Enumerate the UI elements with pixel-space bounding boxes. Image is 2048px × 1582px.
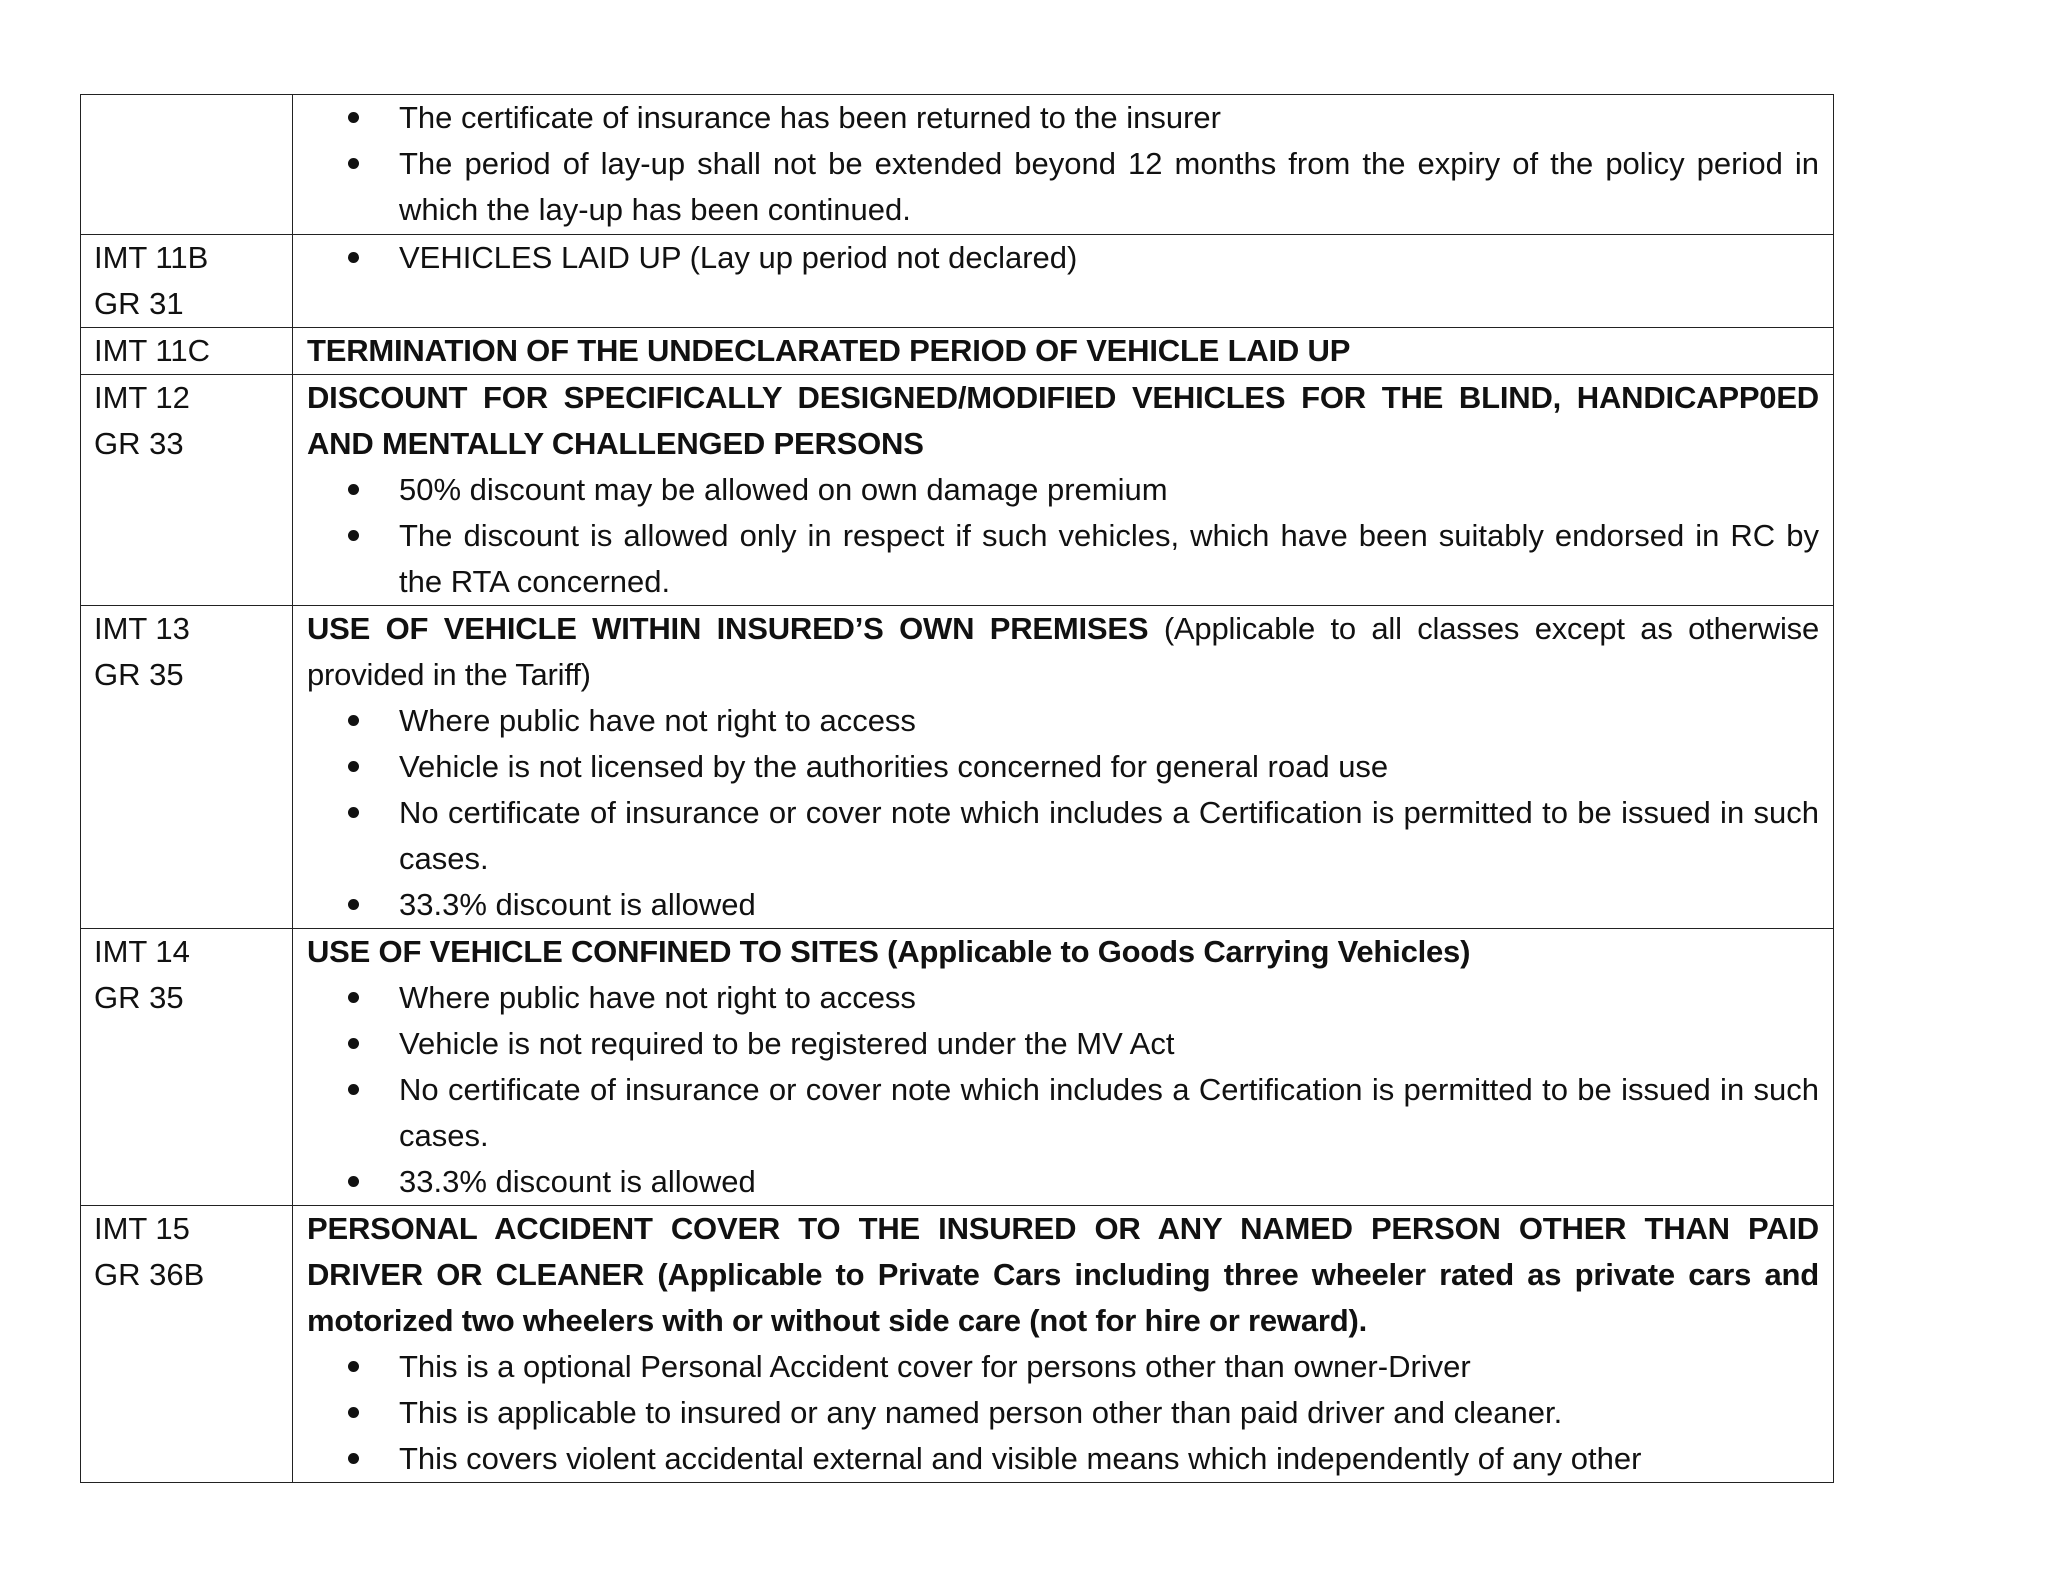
clause-heading-bold: USE OF VEHICLE CONFINED TO SITES (Applicable to Goods Carrying Vehicles) [307,934,1471,969]
bullet-item [399,95,1819,141]
bullet-item [399,744,1819,790]
table-row [81,606,1834,929]
bullet-text: The discount is allowed only in respect if such vehicles, which have been suitably endorsed in RC by the RTA concerned. [399,518,1819,599]
bullet-item [399,882,1819,928]
bullet-item [399,235,1819,281]
bullet-item [399,698,1819,744]
bullet-dot-icon [348,807,359,818]
bullet-text: No certificate of insurance or cover note which includes a Certification is permitted to be issued in such cases. [399,795,1819,876]
clause-description-cell [293,235,1834,328]
bullet-item [399,1159,1819,1205]
bullet-item [399,1344,1819,1390]
bullet-list [307,95,1819,233]
table-row [81,1206,1834,1483]
clause-heading-bold: PERSONAL ACCIDENT COVER TO THE INSURED OR ANY NAMED PERSON OTHER THAN PAID DRIVER OR CLEANER (Applicable to Private Cars including three wheeler rated as private cars and motorized two wheelers with or without side care (not for hire or reward). [307,1211,1819,1338]
bullet-dot-icon [348,1361,359,1372]
clause-code: IMT 12 [94,380,190,415]
bullet-dot-icon [348,530,359,541]
clause-heading [307,1206,1819,1344]
clause-heading-note: (Applicable to all classes except as otherwise provided in the Tariff) [307,611,1819,692]
bullet-text: Where public have not right to access [399,980,916,1015]
bullet-text: The certificate of insurance has been returned to the insurer [399,100,1221,135]
bullet-dot-icon [348,1084,359,1095]
bullet-dot-icon [348,252,359,263]
clause-code: GR 33 [94,426,184,461]
table-row [81,95,1834,235]
bullet-text: No certificate of insurance or cover note which includes a Certification is permitted to be issued in such cases. [399,1072,1819,1153]
clause-code-cell [81,929,293,1206]
bullet-item [399,513,1819,605]
bullet-dot-icon [348,715,359,726]
clause-code-cell [81,95,293,235]
bullet-dot-icon [348,761,359,772]
bullet-item [399,141,1819,233]
clause-description-cell [293,929,1834,1206]
table-body [81,95,1834,1483]
clause-heading-bold: TERMINATION OF THE UNDECLARATED PERIOD OF VEHICLE LAID UP [307,333,1351,368]
bullet-item [399,790,1819,882]
clause-description-cell [293,95,1834,235]
bullet-dot-icon [348,484,359,495]
bullet-text: VEHICLES LAID UP (Lay up period not declared) [399,240,1078,275]
bullet-item [399,467,1819,513]
table-row [81,375,1834,606]
bullet-item [399,975,1819,1021]
bullet-item [399,1436,1819,1482]
bullet-text: 50% discount may be allowed on own damage premium [399,472,1168,507]
bullet-text: The period of lay-up shall not be extended beyond 12 months from the expiry of the policy period in which the lay-up has been continued. [399,146,1819,227]
clause-code: GR 36B [94,1257,205,1292]
bullet-dot-icon [348,1453,359,1464]
clause-code-cell [81,328,293,375]
clause-code: GR 35 [94,980,184,1015]
clause-description-cell [293,328,1834,375]
clause-code: IMT 11C [94,333,210,368]
bullet-list [307,698,1819,928]
clause-heading [307,375,1819,467]
clause-code-cell [81,235,293,328]
table-row [81,235,1834,328]
table-row [81,929,1834,1206]
clause-heading [307,328,1819,374]
bullet-text: Vehicle is not required to be registered under the MV Act [399,1026,1175,1061]
clause-heading-bold: USE OF VEHICLE WITHIN INSURED’S OWN PREMISES [307,611,1149,646]
bullet-text: Vehicle is not licensed by the authorities concerned for general road use [399,749,1389,784]
clause-description-cell [293,606,1834,929]
bullet-text: This covers violent accidental external and visible means which independently of any other [399,1441,1642,1476]
bullet-list [307,1344,1819,1482]
clause-description-cell [293,375,1834,606]
clause-code-cell [81,1206,293,1483]
clause-code: IMT 11B [94,240,209,275]
bullet-dot-icon [348,112,359,123]
bullet-text: This is applicable to insured or any named person other than paid driver and cleaner. [399,1395,1563,1430]
bullet-dot-icon [348,158,359,169]
bullet-dot-icon [348,1407,359,1418]
bullet-text: Where public have not right to access [399,703,916,738]
imt-tariff-table [80,94,1834,1483]
clause-code: IMT 13 [94,611,190,646]
bullet-text: 33.3% discount is allowed [399,887,756,922]
bullet-list [307,235,1819,281]
bullet-item [399,1021,1819,1067]
clause-heading [307,606,1819,698]
clause-heading-bold: DISCOUNT FOR SPECIFICALLY DESIGNED/MODIFIED VEHICLES FOR THE BLIND, HANDICAPP0ED AND MENTALLY CHALLENGED PERSONS [307,380,1819,461]
bullet-dot-icon [348,1038,359,1049]
bullet-list [307,975,1819,1205]
clause-code: IMT 15 [94,1211,190,1246]
clause-heading [307,929,1819,975]
bullet-list [307,467,1819,605]
table-row [81,328,1834,375]
clause-code: GR 35 [94,657,184,692]
clause-code-cell [81,606,293,929]
bullet-dot-icon [348,899,359,910]
bullet-dot-icon [348,992,359,1003]
bullet-item [399,1390,1819,1436]
clause-code: IMT 14 [94,934,190,969]
bullet-dot-icon [348,1176,359,1187]
bullet-text: 33.3% discount is allowed [399,1164,756,1199]
clause-code: GR 31 [94,286,184,321]
bullet-item [399,1067,1819,1159]
clause-code-cell [81,375,293,606]
bullet-text: This is a optional Personal Accident cover for persons other than owner-Driver [399,1349,1471,1384]
clause-description-cell [293,1206,1834,1483]
